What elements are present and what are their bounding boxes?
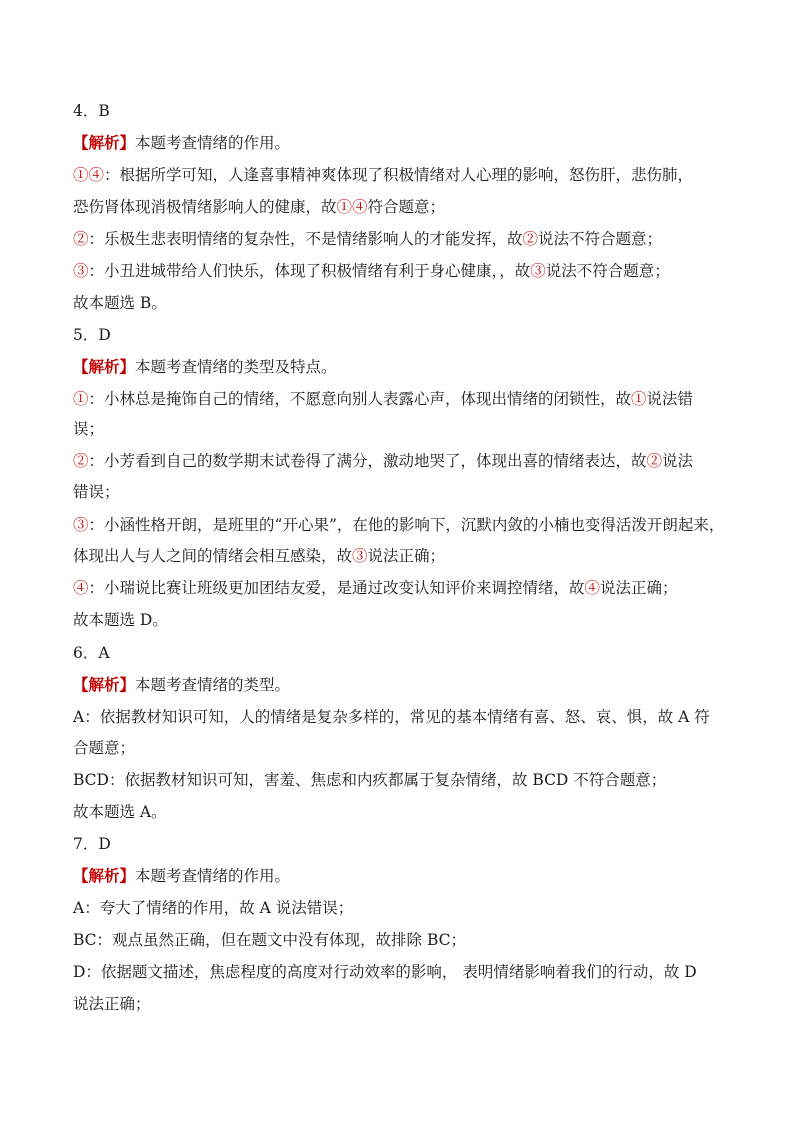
statement-text: ：小丑进城带给人们快乐，体现了积极情绪有利于身心健康，，故 — [88, 262, 531, 280]
q5-answer: 5．D — [73, 326, 111, 344]
circled-number: ① — [631, 390, 647, 408]
q4-answer: 4．B — [73, 102, 110, 120]
q6-option-bcd: BCD：依据教材知识可知，害羞、焦虑和内疚都属于复杂情绪，故 BCD 不符合题意； — [73, 771, 667, 789]
analysis-label: 【解析】 — [73, 133, 136, 152]
q4-statement-1-cont — [73, 197, 733, 217]
circled-number: ③ — [352, 547, 368, 565]
q7-answer: 7．D — [73, 835, 111, 853]
q5-analysis-intro — [73, 357, 733, 377]
circled-number: ③ — [530, 262, 546, 280]
analysis-text: 本题考查情绪的作用。 — [135, 134, 291, 152]
q5-statement-2 — [73, 451, 733, 471]
statement-text: ：小芳看到自己的数学期末试卷得了满分，激动地哭了，体现出喜的情绪表达，故 — [88, 452, 647, 470]
circled-number: ② — [646, 452, 663, 470]
q5-statement-1-cont: 误； — [73, 420, 105, 438]
analysis-label: 【解析】 — [73, 866, 136, 885]
q5-statement-3-cont — [73, 546, 733, 566]
q5-conclusion: 故本题选 D。 — [73, 611, 168, 629]
statement-text: 说法错 — [646, 390, 694, 408]
q6-option-a: A：依据教材知识可知，人的情绪是复杂多样的，常见的基本情绪有喜、怒、哀、惧，故 A 符 — [73, 708, 710, 726]
statement-text: 体现出人与人之间的情绪会相互感染，故 — [73, 547, 353, 565]
circled-number: ①④ — [73, 166, 105, 184]
q5-statement-1 — [73, 389, 733, 409]
analysis-text: 本题考查情绪的类型及特点。 — [135, 358, 337, 376]
q7-option-d-cont: 说法正确； — [73, 995, 151, 1013]
analysis-text: 本题考查情绪的作用。 — [135, 867, 291, 885]
analysis-label: 【解析】 — [73, 357, 136, 376]
q6-answer: 6．A — [73, 644, 110, 662]
statement-text: ：根据所学可知，人逢喜事精神爽体现了积极情绪对人心理的影响，怒伤肝，悲伤肺， — [104, 166, 694, 184]
q4-statement-2 — [73, 229, 733, 249]
statement-text: ：乐极生悲表明情绪的复杂性，不是情绪影响人的才能发挥，故 — [88, 230, 523, 248]
statement-text: 符合题意； — [367, 198, 446, 216]
circled-number: ③ — [73, 516, 89, 534]
q5-statement-3 — [73, 515, 733, 535]
analysis-label: 【解析】 — [73, 675, 136, 694]
q4-conclusion: 故本题选 B。 — [73, 294, 167, 312]
q6-analysis-intro — [73, 675, 733, 695]
circled-number: ② — [73, 452, 89, 470]
circled-number: ④ — [73, 579, 89, 597]
circled-number: ② — [522, 230, 539, 248]
q4-statement-3 — [73, 261, 733, 281]
analysis-text: 本题考查情绪的类型。 — [135, 676, 291, 694]
circled-number: ④ — [584, 579, 601, 597]
circled-number: ③ — [73, 262, 89, 280]
statement-text: 说法正确； — [600, 579, 678, 597]
q5-statement-4 — [73, 578, 733, 598]
q7-option-d: D：依据题文描述，焦虑程度的高度对行动效率的影响， 表明情绪影响着我们的行动，故 D — [73, 963, 697, 981]
q7-analysis-intro — [73, 866, 733, 886]
q5-statement-2-cont: 错误； — [73, 483, 120, 501]
statement-text: ：小涵性格开朗，是班里的“开心果”，在他的影响下，沉默内敛的小楠也变得活泼开朗起来， — [88, 516, 725, 534]
statement-text: 说法 — [662, 452, 694, 470]
statement-text: 说法正确； — [367, 547, 446, 565]
q7-option-bc: BC：观点虽然正确，但在题文中没有体现，故排除 BC； — [73, 931, 467, 949]
q4-statement-1 — [73, 165, 733, 185]
q6-conclusion: 故本题选 A。 — [73, 803, 167, 821]
circled-number: ② — [73, 230, 89, 248]
circled-number: ① — [73, 390, 89, 408]
circled-number: ①④ — [336, 198, 368, 216]
statement-text: 说法不符合题意； — [538, 230, 663, 248]
statement-text: 恐伤肾体现消极情绪影响人的健康，故 — [73, 198, 337, 216]
q4-analysis-intro — [73, 133, 733, 153]
statement-text: ：小瑞说比赛让班级更加团结友爱，是通过改变认知评价来调控情绪，故 — [88, 579, 585, 597]
statement-text: ：小林总是掩饰自己的情绪，不愿意向别人表露心声，体现出情绪的闭锁性，故 — [88, 390, 632, 408]
q6-option-a-cont: 合题意； — [73, 739, 136, 757]
q7-option-a: A：夸大了情绪的作用，故 A 说法错误； — [73, 899, 354, 917]
statement-text: 说法不符合题意； — [545, 262, 670, 280]
